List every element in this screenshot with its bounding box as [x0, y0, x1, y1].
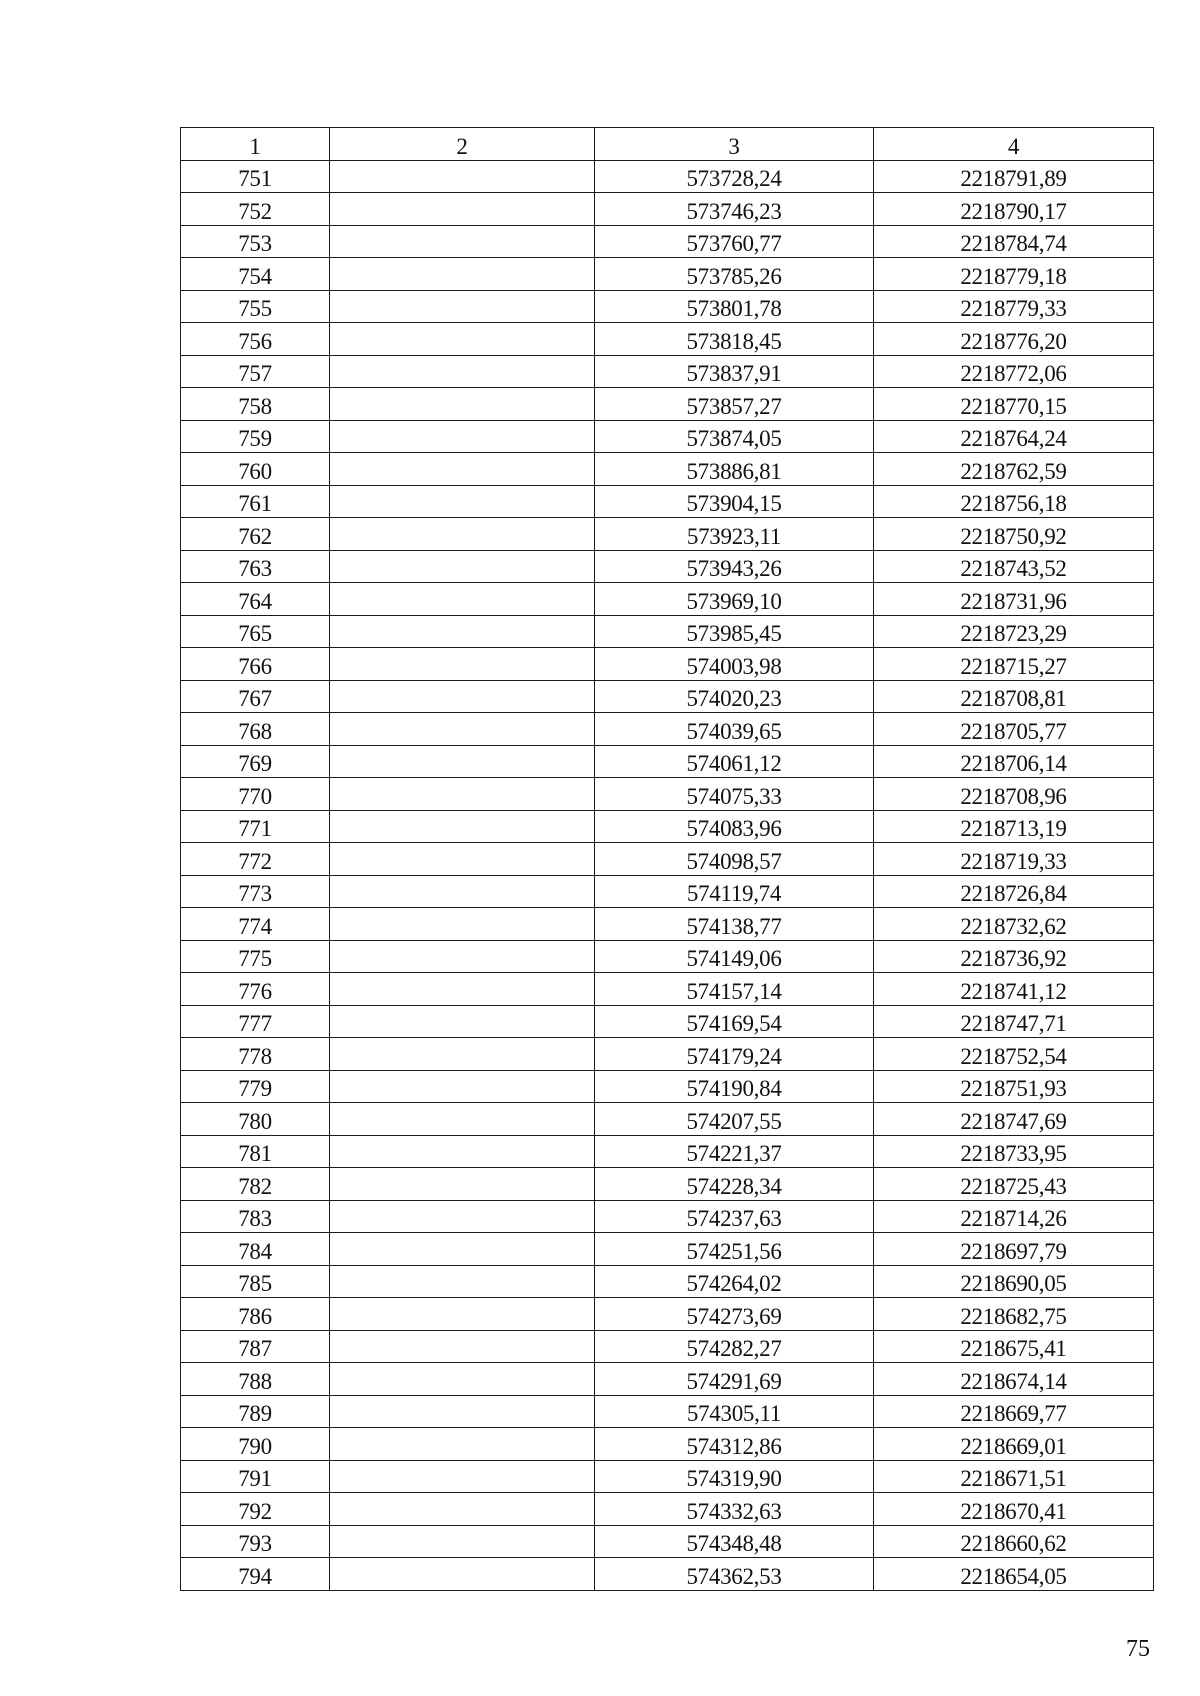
- empty-cell: [330, 1233, 595, 1266]
- table-row: [181, 1395, 1154, 1428]
- table-row: [181, 1265, 1154, 1298]
- table-row: [181, 680, 1154, 713]
- x-coordinate-cell: 574228,34: [595, 1168, 874, 1201]
- x-coordinate-cell: 574273,69: [595, 1298, 874, 1331]
- x-coordinate-cell: 573943,26: [595, 550, 874, 583]
- table-row: [181, 778, 1154, 811]
- empty-cell: [330, 1493, 595, 1526]
- x-coordinate-cell: 573837,91: [595, 355, 874, 388]
- empty-cell: [330, 810, 595, 843]
- table-row: [181, 453, 1154, 486]
- x-coordinate-cell: 574348,48: [595, 1525, 874, 1558]
- point-number-cell: 794: [181, 1558, 330, 1591]
- point-number-cell: 764: [181, 583, 330, 616]
- empty-cell: [330, 1428, 595, 1461]
- y-coordinate-cell: 2218682,75: [874, 1298, 1154, 1331]
- point-number-cell: 783: [181, 1200, 330, 1233]
- table-row: [181, 323, 1154, 356]
- point-number-cell: 772: [181, 843, 330, 876]
- table-row: [181, 908, 1154, 941]
- table-row: [181, 1103, 1154, 1136]
- point-number-cell: 786: [181, 1298, 330, 1331]
- table-row: [181, 193, 1154, 226]
- empty-cell: [330, 290, 595, 323]
- table-row: [181, 1168, 1154, 1201]
- y-coordinate-cell: 2218790,17: [874, 193, 1154, 226]
- table-row: [181, 1005, 1154, 1038]
- table-row: [181, 485, 1154, 518]
- table-row: [181, 1363, 1154, 1396]
- y-coordinate-cell: 2218670,41: [874, 1493, 1154, 1526]
- empty-cell: [330, 615, 595, 648]
- point-number-cell: 752: [181, 193, 330, 226]
- y-coordinate-cell: 2218708,81: [874, 680, 1154, 713]
- x-coordinate-cell: 574251,56: [595, 1233, 874, 1266]
- table-row: [181, 518, 1154, 551]
- empty-cell: [330, 420, 595, 453]
- point-number-cell: 770: [181, 778, 330, 811]
- empty-cell: [330, 258, 595, 291]
- table-row: [181, 973, 1154, 1006]
- header-row: [181, 128, 1154, 161]
- table-row: [181, 648, 1154, 681]
- point-number-cell: 755: [181, 290, 330, 323]
- point-number-cell: 751: [181, 160, 330, 193]
- point-number-cell: 758: [181, 388, 330, 421]
- empty-cell: [330, 193, 595, 226]
- y-coordinate-cell: 2218669,77: [874, 1395, 1154, 1428]
- coordinates-table-body: [181, 128, 1154, 1591]
- empty-cell: [330, 1460, 595, 1493]
- point-number-cell: 760: [181, 453, 330, 486]
- x-coordinate-cell: 573886,81: [595, 453, 874, 486]
- empty-cell: [330, 713, 595, 746]
- x-coordinate-cell: 574083,96: [595, 810, 874, 843]
- empty-cell: [330, 1135, 595, 1168]
- point-number-cell: 791: [181, 1460, 330, 1493]
- empty-cell: [330, 160, 595, 193]
- empty-cell: [330, 648, 595, 681]
- point-number-cell: 776: [181, 973, 330, 1006]
- empty-cell: [330, 1070, 595, 1103]
- point-number-cell: 777: [181, 1005, 330, 1038]
- x-coordinate-cell: 573904,15: [595, 485, 874, 518]
- point-number-cell: 775: [181, 940, 330, 973]
- empty-cell: [330, 1558, 595, 1591]
- x-coordinate-cell: 573874,05: [595, 420, 874, 453]
- point-number-cell: 753: [181, 225, 330, 258]
- x-coordinate-cell: 573818,45: [595, 323, 874, 356]
- point-number-cell: 788: [181, 1363, 330, 1396]
- x-coordinate-cell: 574221,37: [595, 1135, 874, 1168]
- empty-cell: [330, 1038, 595, 1071]
- point-number-cell: 790: [181, 1428, 330, 1461]
- x-coordinate-cell: 573985,45: [595, 615, 874, 648]
- y-coordinate-cell: 2218708,96: [874, 778, 1154, 811]
- coordinates-table: [180, 127, 1154, 1591]
- x-coordinate-cell: 574319,90: [595, 1460, 874, 1493]
- x-coordinate-cell: 574149,06: [595, 940, 874, 973]
- point-number-cell: 757: [181, 355, 330, 388]
- table-row: [181, 745, 1154, 778]
- table-row: [181, 1558, 1154, 1591]
- x-coordinate-cell: 573923,11: [595, 518, 874, 551]
- y-coordinate-cell: 2218732,62: [874, 908, 1154, 941]
- table-row: [181, 843, 1154, 876]
- x-coordinate-cell: 573760,77: [595, 225, 874, 258]
- empty-cell: [330, 1525, 595, 1558]
- empty-cell: [330, 1298, 595, 1331]
- table-row: [181, 160, 1154, 193]
- table-row: [181, 225, 1154, 258]
- empty-cell: [330, 1265, 595, 1298]
- y-coordinate-cell: 2218713,19: [874, 810, 1154, 843]
- x-coordinate-cell: 574305,11: [595, 1395, 874, 1428]
- y-coordinate-cell: 2218731,96: [874, 583, 1154, 616]
- point-number-cell: 761: [181, 485, 330, 518]
- y-coordinate-cell: 2218669,01: [874, 1428, 1154, 1461]
- table-row: [181, 258, 1154, 291]
- point-number-cell: 754: [181, 258, 330, 291]
- table-row: [181, 810, 1154, 843]
- y-coordinate-cell: 2218736,92: [874, 940, 1154, 973]
- x-coordinate-cell: 574075,33: [595, 778, 874, 811]
- point-number-cell: 793: [181, 1525, 330, 1558]
- empty-cell: [330, 323, 595, 356]
- empty-cell: [330, 355, 595, 388]
- table-row: [181, 1460, 1154, 1493]
- x-coordinate-cell: 574157,14: [595, 973, 874, 1006]
- column-header-3: 3: [595, 128, 874, 161]
- table-row: [181, 550, 1154, 583]
- x-coordinate-cell: 574179,24: [595, 1038, 874, 1071]
- point-number-cell: 787: [181, 1330, 330, 1363]
- y-coordinate-cell: 2218733,95: [874, 1135, 1154, 1168]
- table-row: [181, 940, 1154, 973]
- y-coordinate-cell: 2218779,18: [874, 258, 1154, 291]
- empty-cell: [330, 745, 595, 778]
- point-number-cell: 781: [181, 1135, 330, 1168]
- empty-cell: [330, 778, 595, 811]
- y-coordinate-cell: 2218723,29: [874, 615, 1154, 648]
- x-coordinate-cell: 573857,27: [595, 388, 874, 421]
- table-row: [181, 388, 1154, 421]
- x-coordinate-cell: 573801,78: [595, 290, 874, 323]
- y-coordinate-cell: 2218784,74: [874, 225, 1154, 258]
- table-row: [181, 1038, 1154, 1071]
- table-row: [181, 290, 1154, 323]
- y-coordinate-cell: 2218772,06: [874, 355, 1154, 388]
- point-number-cell: 782: [181, 1168, 330, 1201]
- y-coordinate-cell: 2218675,41: [874, 1330, 1154, 1363]
- point-number-cell: 765: [181, 615, 330, 648]
- table-row: [181, 420, 1154, 453]
- y-coordinate-cell: 2218726,84: [874, 875, 1154, 908]
- x-coordinate-cell: 573785,26: [595, 258, 874, 291]
- point-number-cell: 778: [181, 1038, 330, 1071]
- empty-cell: [330, 1200, 595, 1233]
- table-row: [181, 1200, 1154, 1233]
- y-coordinate-cell: 2218762,59: [874, 453, 1154, 486]
- y-coordinate-cell: 2218750,92: [874, 518, 1154, 551]
- point-number-cell: 774: [181, 908, 330, 941]
- y-coordinate-cell: 2218705,77: [874, 713, 1154, 746]
- point-number-cell: 771: [181, 810, 330, 843]
- y-coordinate-cell: 2218751,93: [874, 1070, 1154, 1103]
- y-coordinate-cell: 2218725,43: [874, 1168, 1154, 1201]
- empty-cell: [330, 908, 595, 941]
- table-row: [181, 1428, 1154, 1461]
- y-coordinate-cell: 2218690,05: [874, 1265, 1154, 1298]
- empty-cell: [330, 1103, 595, 1136]
- x-coordinate-cell: 574169,54: [595, 1005, 874, 1038]
- point-number-cell: 763: [181, 550, 330, 583]
- x-coordinate-cell: 574282,27: [595, 1330, 874, 1363]
- table-row: [181, 1070, 1154, 1103]
- table-row: [181, 615, 1154, 648]
- point-number-cell: 789: [181, 1395, 330, 1428]
- y-coordinate-cell: 2218764,24: [874, 420, 1154, 453]
- y-coordinate-cell: 2218776,20: [874, 323, 1154, 356]
- x-coordinate-cell: 574098,57: [595, 843, 874, 876]
- point-number-cell: 766: [181, 648, 330, 681]
- empty-cell: [330, 680, 595, 713]
- x-coordinate-cell: 573728,24: [595, 160, 874, 193]
- empty-cell: [330, 1363, 595, 1396]
- point-number-cell: 756: [181, 323, 330, 356]
- x-coordinate-cell: 574362,53: [595, 1558, 874, 1591]
- table-row: [181, 355, 1154, 388]
- x-coordinate-cell: 574190,84: [595, 1070, 874, 1103]
- column-header-2: 2: [330, 128, 595, 161]
- x-coordinate-cell: 573969,10: [595, 583, 874, 616]
- point-number-cell: 767: [181, 680, 330, 713]
- table-row: [181, 1525, 1154, 1558]
- empty-cell: [330, 550, 595, 583]
- empty-cell: [330, 973, 595, 1006]
- y-coordinate-cell: 2218706,14: [874, 745, 1154, 778]
- x-coordinate-cell: 573746,23: [595, 193, 874, 226]
- point-number-cell: 759: [181, 420, 330, 453]
- x-coordinate-cell: 574291,69: [595, 1363, 874, 1396]
- y-coordinate-cell: 2218714,26: [874, 1200, 1154, 1233]
- x-coordinate-cell: 574119,74: [595, 875, 874, 908]
- empty-cell: [330, 518, 595, 551]
- table-row: [181, 1298, 1154, 1331]
- x-coordinate-cell: 574264,02: [595, 1265, 874, 1298]
- point-number-cell: 784: [181, 1233, 330, 1266]
- point-number-cell: 780: [181, 1103, 330, 1136]
- y-coordinate-cell: 2218756,18: [874, 485, 1154, 518]
- point-number-cell: 779: [181, 1070, 330, 1103]
- table-row: [181, 1330, 1154, 1363]
- empty-cell: [330, 225, 595, 258]
- table-row: [181, 875, 1154, 908]
- empty-cell: [330, 875, 595, 908]
- x-coordinate-cell: 574312,86: [595, 1428, 874, 1461]
- column-header-1: 1: [181, 128, 330, 161]
- point-number-cell: 792: [181, 1493, 330, 1526]
- page-number: 75: [1126, 1636, 1150, 1662]
- y-coordinate-cell: 2218791,89: [874, 160, 1154, 193]
- x-coordinate-cell: 574138,77: [595, 908, 874, 941]
- table-row: [181, 583, 1154, 616]
- table-row: [181, 713, 1154, 746]
- column-header-4: 4: [874, 128, 1154, 161]
- y-coordinate-cell: 2218770,15: [874, 388, 1154, 421]
- empty-cell: [330, 843, 595, 876]
- y-coordinate-cell: 2218719,33: [874, 843, 1154, 876]
- empty-cell: [330, 1005, 595, 1038]
- empty-cell: [330, 1168, 595, 1201]
- table-row: [181, 1493, 1154, 1526]
- y-coordinate-cell: 2218697,79: [874, 1233, 1154, 1266]
- y-coordinate-cell: 2218752,54: [874, 1038, 1154, 1071]
- empty-cell: [330, 388, 595, 421]
- empty-cell: [330, 485, 595, 518]
- empty-cell: [330, 1395, 595, 1428]
- empty-cell: [330, 583, 595, 616]
- point-number-cell: 768: [181, 713, 330, 746]
- empty-cell: [330, 453, 595, 486]
- y-coordinate-cell: 2218779,33: [874, 290, 1154, 323]
- point-number-cell: 762: [181, 518, 330, 551]
- y-coordinate-cell: 2218743,52: [874, 550, 1154, 583]
- y-coordinate-cell: 2218660,62: [874, 1525, 1154, 1558]
- x-coordinate-cell: 574332,63: [595, 1493, 874, 1526]
- y-coordinate-cell: 2218747,71: [874, 1005, 1154, 1038]
- y-coordinate-cell: 2218671,51: [874, 1460, 1154, 1493]
- x-coordinate-cell: 574061,12: [595, 745, 874, 778]
- y-coordinate-cell: 2218654,05: [874, 1558, 1154, 1591]
- x-coordinate-cell: 574039,65: [595, 713, 874, 746]
- y-coordinate-cell: 2218715,27: [874, 648, 1154, 681]
- empty-cell: [330, 940, 595, 973]
- y-coordinate-cell: 2218674,14: [874, 1363, 1154, 1396]
- y-coordinate-cell: 2218741,12: [874, 973, 1154, 1006]
- x-coordinate-cell: 574020,23: [595, 680, 874, 713]
- point-number-cell: 769: [181, 745, 330, 778]
- x-coordinate-cell: 574207,55: [595, 1103, 874, 1136]
- table-row: [181, 1233, 1154, 1266]
- point-number-cell: 773: [181, 875, 330, 908]
- empty-cell: [330, 1330, 595, 1363]
- x-coordinate-cell: 574237,63: [595, 1200, 874, 1233]
- table-row: [181, 1135, 1154, 1168]
- point-number-cell: 785: [181, 1265, 330, 1298]
- x-coordinate-cell: 574003,98: [595, 648, 874, 681]
- y-coordinate-cell: 2218747,69: [874, 1103, 1154, 1136]
